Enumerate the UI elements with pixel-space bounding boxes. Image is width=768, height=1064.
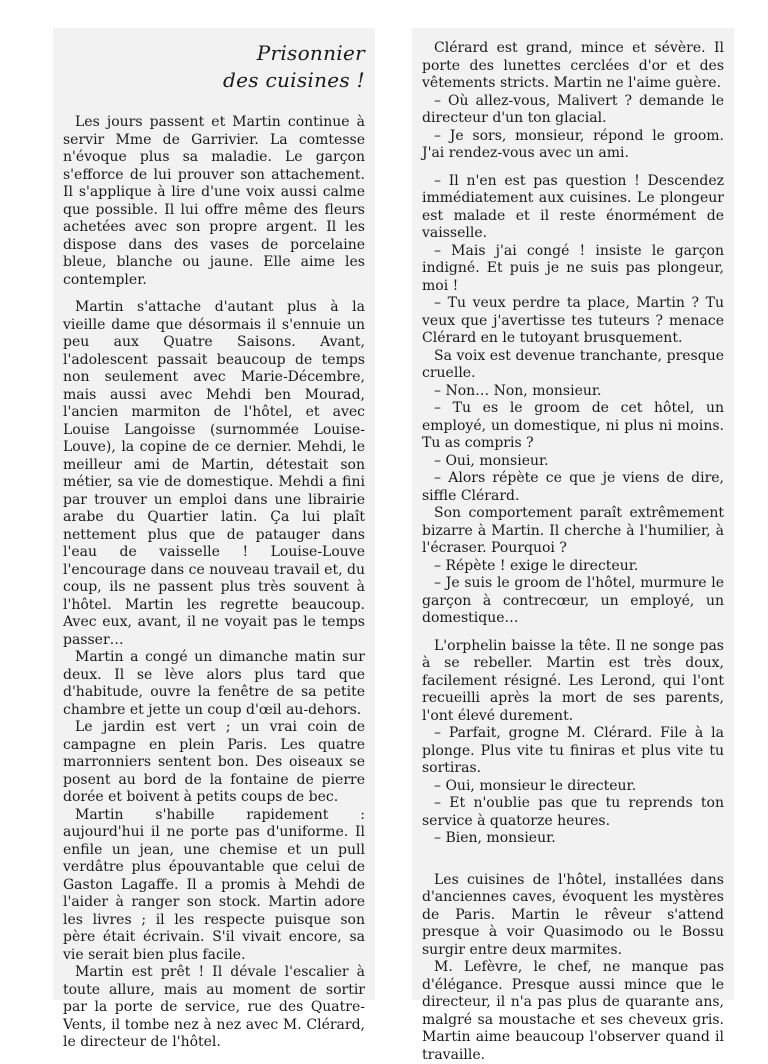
paragraph: Clérard est grand, mince et sévère. Il porte des lunettes cerclées d'or et des vêtements stricts. Martin ne l'aime guère. (422, 40, 724, 91)
paragraph: – Alors répète ce que je viens de dire, siffle Clérard. (422, 470, 724, 504)
paragraph: L'orphelin baisse la tête. Il ne songe pas à se rebeller. Martin est très doux, facilement résigné. Les Lerond, qui l'ont recueilli après la mort de ses parents, l'ont élevé durement. (422, 637, 724, 724)
paragraph: Martin s'attache d'autant plus à la vieille dame que désormais il s'ennuie un peu aux Quatre Saisons. Avant, l'adolescent passait beaucoup de temps non seulement avec Marie-Décembre, mais aussi avec Mehdi ben Mourad, l'ancien marmiton de l'hôtel, et avec Louise Langoisse (surnommée Louise-Louve), la copine de ce dernier. Mehdi, le meilleur ami de Martin, détestait son métier, sa vie de domestique. Mehdi a fini par trouver un emploi dans une librairie arabe du Quartier latin. Ça lui plaît nettement plus que de patauger dans l'eau de vaisselle ! Louise-Louve l'encourage dans ce nouveau travail et, du coup, ils ne passent plus très souvent à l'hôtel. Martin les regrette beaucoup. Avec eux, avant, il ne voyait pas le temps passer… (63, 299, 365, 648)
chapter-title (63, 40, 365, 94)
paragraph: – Oui, monsieur le directeur. (434, 777, 637, 794)
paragraph: Martin est prêt ! Il dévale l'escalier à toute allure, mais au moment de sortir par la porte de service, rue des Quatre-Vents, il tombe nez à nez avec M. Clérard, le directeur de l'hôtel. (63, 964, 365, 1050)
paragraph: – Non… Non, monsieur. (434, 382, 602, 399)
paragraph: Le jardin est vert ; un vrai coin de campagne en plein Paris. Les quatre marronniers sentent bon. Des oiseaux se posent au bord de la fontaine de pierre dorée et boivent à petits coups de bec. (63, 719, 365, 805)
paragraph: Martin a congé un dimanche matin sur deux. Il se lève alors plus tard que d'habitude, ouvre la fenêtre de sa petite chambre et jette un coup d'œil au-dehors. (63, 649, 365, 718)
paragraph: – Répète ! exige le directeur. (434, 557, 639, 574)
chapter-title-line-2: des cuisines ! (223, 68, 365, 92)
paragraph: – Tu es le groom de cet hôtel, un employé, un domestique, ni plus ni moins. Tu as compris ? (422, 400, 724, 451)
paragraph: – Mais j'ai congé ! insiste le garçon indigné. Et puis je ne suis pas plongeur, moi ! (422, 242, 724, 294)
paragraph: Les jours passent et Martin continue à servir Mme de Garrivier. La comtesse n'évoque plus sa maladie. Le garçon s'efforce de lui prouver son attachement. Il s'applique à lire d'une voix aussi calme que possible. Il lui offre même des fleurs achetées avec son propre argent. Il les dispose dans des vases de porcelaine bleue, blanche ou jaune. Elle aime les contempler. (63, 114, 365, 288)
paragraph: – Je suis le groom de l'hôtel, murmure le garçon à contrecœur, un employé, un domestique… (422, 575, 724, 626)
paragraph: – Tu veux perdre ta place, Martin ? Tu veux que j'avertisse tes tuteurs ? menace Clérard en le tutoyant brusquement. (422, 295, 724, 346)
right-column (412, 28, 734, 1063)
paragraph: Martin s'habille rapidement : aujourd'hui il ne porte pas d'uniforme. Il enfile un jean, une chemise et un pull verdâtre plus épouvantable que celui de Gaston Lagaffe. Il a promis à Mehdi de l'aider à ranger son stock. Martin adore les livres ; il les respecte puisque son père était écrivain. S'il vivait encore, sa vie serait bien plus facile. (63, 806, 365, 963)
paragraph: Les cuisines de l'hôtel, installées dans d'anciennes caves, évoquent les mystères de Paris. Martin le rêveur s'attend presque à voir Quasimodo ou le Bossu surgir entre deux marmites. (422, 871, 724, 958)
paragraph: – Où allez-vous, Malivert ? demande le directeur d'un ton glacial. (422, 92, 724, 126)
paragraph: – Oui, monsieur. (434, 452, 549, 469)
paragraph: Sa voix est devenue tranchante, presque cruelle. (422, 347, 724, 381)
paragraph: – Bien, monsieur. (434, 830, 556, 846)
paragraph: M. Lefèvre, le chef, ne manque pas d'élégance. Presque aussi mince que le directeur, il n'a pas plus de quarante ans, malgré sa moustache et ses cheveux gris. Martin aime beaucoup l'observer quand il travaille. (422, 959, 724, 1063)
paragraph: – Parfait, grogne M. Clérard. File à la plonge. Plus vite tu finiras et plus vite tu sortiras. (422, 725, 724, 776)
paragraph: – Je sors, monsieur, répond le groom. J'ai rendez-vous avec un ami. (422, 127, 724, 161)
paragraph: Son comportement paraît extrêmement bizarre à Martin. Il cherche à l'humilier, à l'écraser. Pourquoi ? (422, 505, 724, 556)
chapter-title-line-1: Prisonnier (256, 41, 365, 65)
paragraph: – Et n'oublie pas que tu reprends ton service à quatorze heures. (422, 795, 724, 829)
paragraph: – Il n'en est pas question ! Descendez immédiatement aux cuisines. Le plongeur est malade et il reste énormément de vaisselle. (422, 172, 724, 241)
left-column-body (63, 114, 365, 1052)
right-column-body (422, 40, 724, 1064)
left-column (53, 28, 375, 1050)
